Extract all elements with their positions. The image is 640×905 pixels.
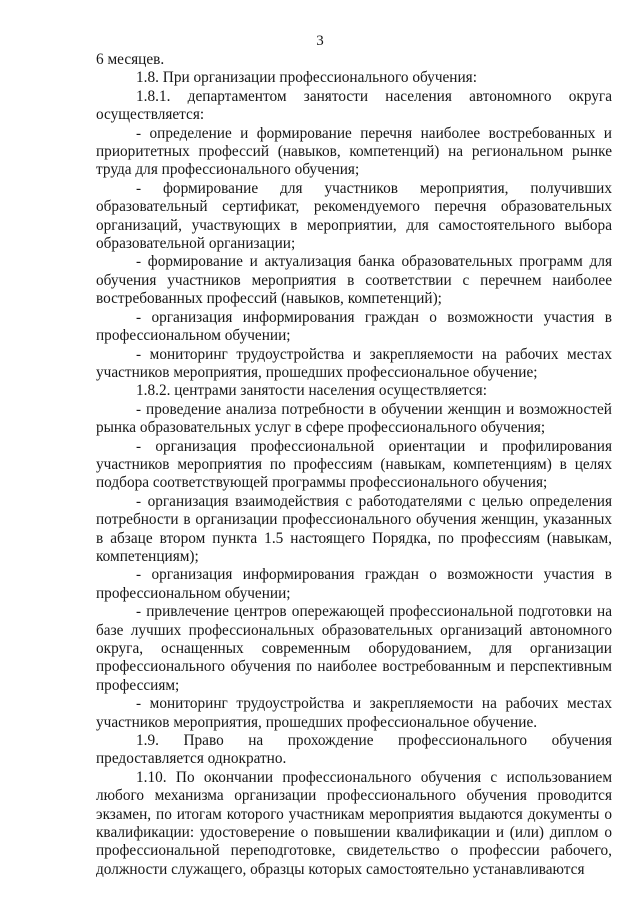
document-body [96, 51, 612, 879]
list-item-centers-1: - проведение анализа потребности в обучении женщин и возможностей рынка образовательных услуг в сфере профессионального обучения; [96, 400, 612, 437]
list-item-centers-4: - организация информирования граждан о возможности участия в профессиональном обучении; [96, 566, 612, 602]
paragraph-1-9: 1.9. Право на прохождение профессионального обучения предоставляется однократно. [96, 732, 612, 768]
list-item-department-3: - формирование и актуализация банка образовательных программ для обучения участников мероприятия в соответствии с перечнем наиболее востребованных профессий (навыков, компетенций); [96, 253, 612, 308]
list-item-department-4: - организация информирования граждан о возможности участия в профессиональном обучении; [96, 308, 612, 345]
list-item-department-2: - формирование для участников мероприятия, получивших образовательный сертификат, рекомендуемого перечня образовательных организаций, участвующих в мероприятии, для самостоятельного выбора образовательной организации; [96, 179, 612, 253]
list-item-centers-3: - организация взаимодействия с работодателями с целью определения потребности в организации профессионального обучения женщин, указанных в абзаце втором пункта 1.5 настоящего Порядка, по профессиям (навыкам, компетенциям); [96, 492, 612, 565]
paragraph-1-8-2: 1.8.2. центрами занятости населения осуществляется: [136, 382, 487, 400]
page-number: 3 [316, 33, 324, 49]
paragraph-1-8: 1.8. При организации профессионального обучения: [136, 69, 477, 87]
paragraph-1-8-1: 1.8.1. департаментом занятости населения автономного округа осуществляется: [96, 87, 612, 124]
list-item-centers-5: - привлечение центров опережающей профессиональной подготовки на базе лучших профессиональных образовательных организаций автономного округа, оснащенных современным оборудованием, для организации профессионального обучения по наиболее востребованным и перспективным профессиям; [96, 603, 612, 694]
list-item-department-5: - мониторинг трудоустройства и закрепляемости на рабочих местах участников мероприятия, прошедших профессиональное обучение; [96, 345, 612, 381]
list-item-centers-6: - мониторинг трудоустройства и закрепляемости на рабочих местах участников мероприятия, прошедших профессиональное обучение. [96, 695, 612, 731]
list-item-department-1: - определение и формирование перечня наиболее востребованных и приоритетных профессий (навыков, компетенций) на региональном рынке труда для профессионального обучения; [96, 124, 612, 179]
paragraph-1-10: 1.10. По окончании профессионального обучения с использованием любого механизма организации профессионального обучения проводится экзамен, по итогам которого участникам мероприятия выдаются документы о квалификации: удостоверение о повышении квалификации и (или) диплом о профессиональной переподготовке, свидетельство о профессии рабочего, должности служащего, образцы которых самостоятельно устанавливаются [96, 768, 612, 878]
list-item-centers-2: - организация профессиональной ориентации и профилирования участников мероприятия по профессиям (навыкам, компетенциям) в целях подбора соответствующей программы профессионального обучения; [96, 437, 612, 492]
paragraph-period-end: 6 месяцев. [96, 51, 165, 68]
